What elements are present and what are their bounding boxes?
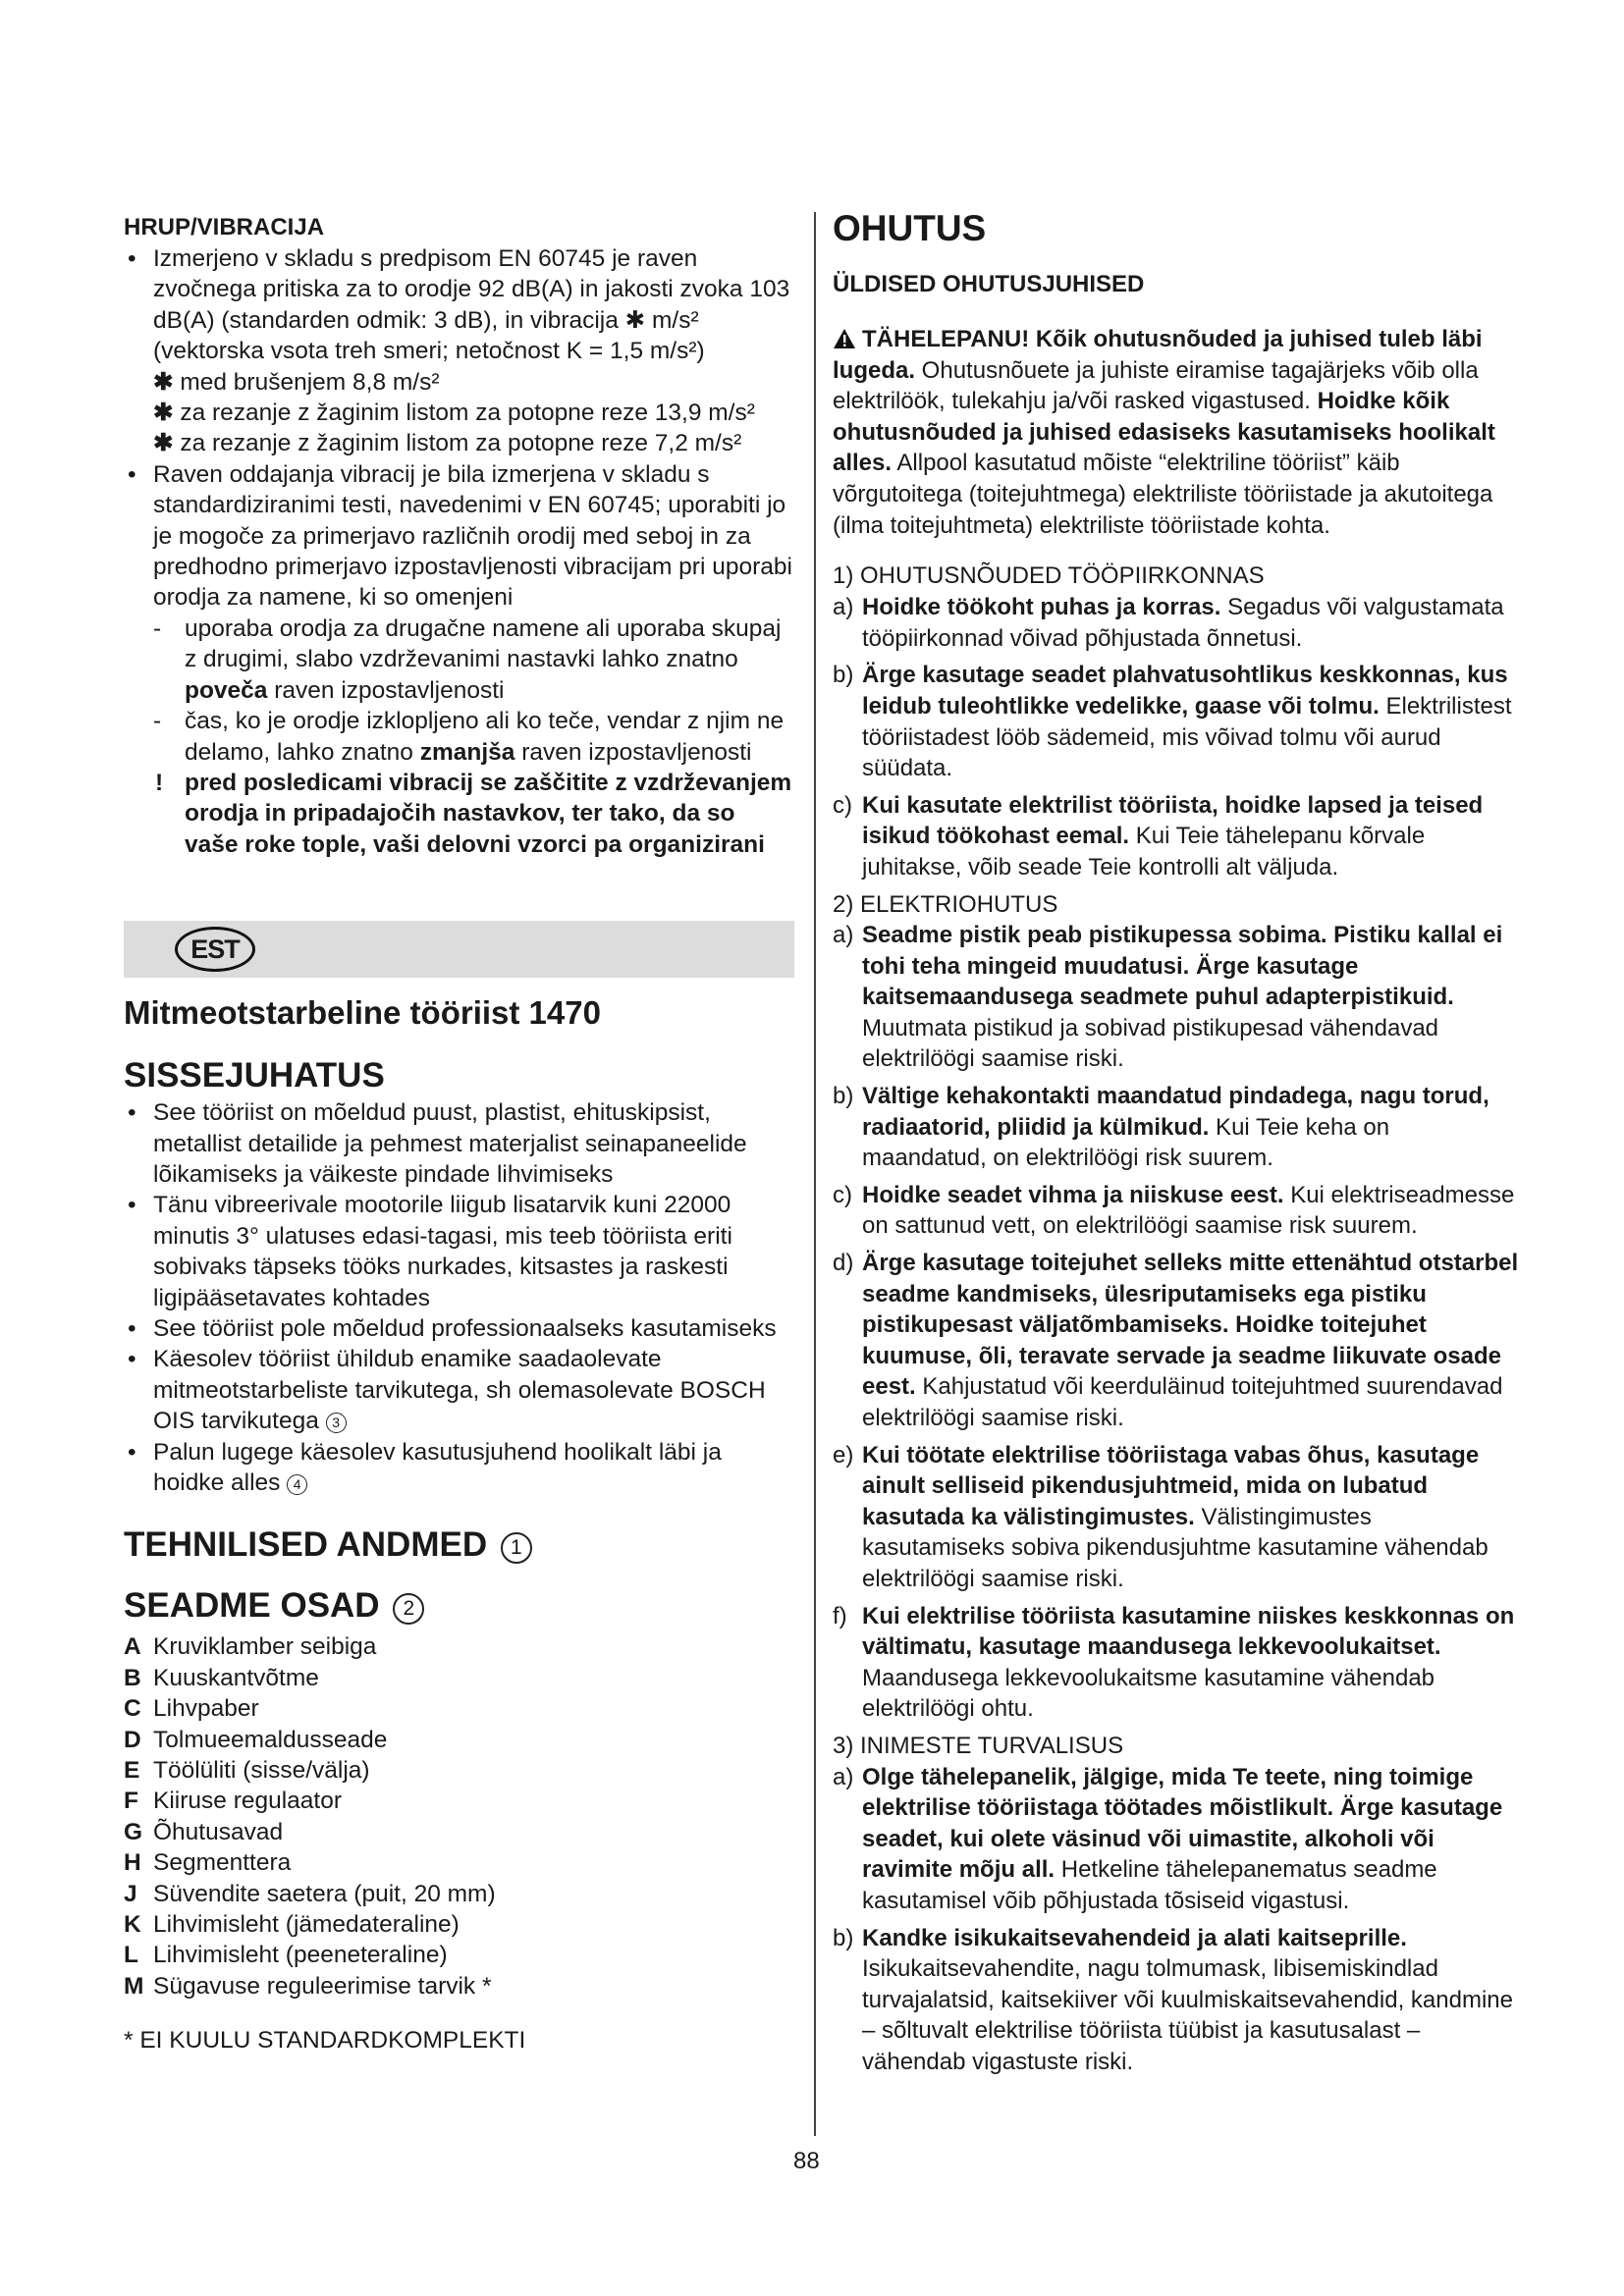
safety-item-marker: a) — [833, 594, 854, 621]
intro-bullet-1: • See tööriist on mõeldud puust, plastist, ehituskipsist, metallist detailide ja pehmest materjalist seinapaneelide lõikamiseks ja väikeste pindade lihvimiseks — [124, 1097, 794, 1190]
parts-item-key: H — [124, 1849, 141, 1877]
parts-item — [124, 1971, 794, 2002]
safety-item — [833, 592, 1520, 654]
safety-item-text: Elektrilistest tööriistadest lööb sädemeid, mis võivad tolmu või aurud süüdata. — [862, 692, 1512, 782]
language-badge: EST — [175, 927, 255, 972]
safety-item-bold: Kandke isikukaitsevahendeid ja alati kaitseprille. — [862, 1924, 1407, 1951]
parts-list — [124, 1631, 794, 2002]
safety-item-text: Kui Teie tähelepanu kõrvale juhitakse, võib seade Teie kontrolli alt väljuda. — [862, 823, 1426, 881]
safety-item-bold: Ärge kasutage seadet plahvatusohtlikus keskkonnas, kus leidub tuleohtlikke vedelikke, gaase või tolmu. — [862, 662, 1508, 720]
parts-item-key: G — [124, 1818, 143, 1845]
parts-item-label: Segmenttera — [153, 1849, 292, 1877]
section-3-list — [833, 1762, 1520, 2078]
safety-item-text: Kahjustatud või keerduläinud toitejuhtmed suurendavad elektrilöögi saamise riski. — [862, 1373, 1503, 1431]
column-divider — [814, 212, 816, 2136]
parts-item-key: E — [124, 1757, 140, 1785]
parts-item-key: C — [124, 1695, 141, 1723]
general-warning: TÄHELEPANU! Kõik ohutusnõuded ja juhised tuleb läbi lugeda. Ohutusnõuete ja juhiste eiramise tagajärjeks võib olla elektrilöök, tulekahju ja/või rasked vigastused. Hoidke kõik ohutusnõuded ja juhised edasiseks kasutamiseks hoolikalt alles. Allpool kasutatud mõiste “elektriline tööriist” käib võrgutoitega (toitejuhtmega) elektriliste tööriistade ja akutoitega (ilma toitejuhtmeta) elektriliste tööriistade kohta. — [833, 326, 1495, 539]
parts-item-label: Kuuskantvõtme — [153, 1664, 319, 1691]
page-number: 88 — [793, 2148, 820, 2174]
section-3-heading: 3) INIMESTE TURVALISUS — [833, 1732, 1124, 1759]
figure-ref-4: 4 — [287, 1474, 307, 1495]
parts-item — [124, 1786, 794, 1816]
parts-item-label: Kruviklamber seibiga — [153, 1633, 377, 1661]
intro-heading: SISSEJUHATUS — [124, 1056, 385, 1095]
safety-item-bold: Hoidke seadet vihma ja niiskuse eest. — [862, 1181, 1284, 1208]
section-1-heading: 1) OHUTUSNÕUDED TÖÖPIIRKONNAS — [833, 562, 1265, 590]
safety-item — [833, 1081, 1520, 1174]
safety-item-marker: c) — [833, 1181, 852, 1208]
safety-item-marker: e) — [833, 1441, 854, 1468]
parts-item-label: Sügavuse reguleerimise tarvik * — [153, 1972, 492, 2000]
intro-bullet-2: • Tänu vibreerivale mootorile liigub lisatarvik kuni 22000 minutis 3° ulatuses edasi-tagasi, mis teeb tööriista eriti sobivaks täpseks tööks nurkades, kitsastes ja raskesti ligipääsetavates kohtades — [124, 1190, 794, 1313]
figure-ref-1: 1 — [501, 1532, 532, 1564]
parts-item-label: Tolmueemaldusseade — [153, 1726, 388, 1753]
vibration-value-2: ✱ za rezanje z žaginim listom za potopne reze 13,9 m/s² — [153, 400, 755, 427]
intro-bullet-5: • Palun lugege käesolev kasutusjuhend hoolikalt läbi ja hoidke alles 4 — [124, 1437, 794, 1499]
safety-item-text: Kui elektriseadmesse on sattunud vett, on elektrilöögi saamise risk suurem. — [862, 1181, 1515, 1240]
parts-item — [124, 1755, 794, 1786]
parts-item — [124, 1879, 794, 1909]
figure-ref-2: 2 — [393, 1593, 424, 1625]
safety-item-text: Muutmata pistikud ja sobivad pistikupesad vähendavad elektrilöögi saamise riski. — [862, 1014, 1439, 1073]
language-band — [124, 921, 794, 978]
safety-item-marker: a) — [833, 922, 854, 949]
parts-item-key: A — [124, 1633, 141, 1661]
parts-heading: SEADME OSAD 2 — [124, 1584, 794, 1628]
parts-item-key: J — [124, 1880, 137, 1907]
safety-item — [833, 660, 1520, 783]
parts-item-label: Töölüliti (sisse/välja) — [153, 1757, 370, 1785]
parts-item-label: Süvendite saetera (puit, 20 mm) — [153, 1880, 496, 1907]
vibration-warning: ! pred posledicami vibracij se zaščitite z vzdrževanjem orodja in pripadajočih nastavkov, ter tako, da so vaše roke tople, vaši delovni vzorci pa organizirani — [155, 769, 792, 858]
safety-item-bold: Vältige kehakontakti maandatud pindadega, nagu torud, radiaatorid, pliidid ja külmikud. — [862, 1083, 1489, 1141]
safety-item-bold: Kui elektrilise tööriista kasutamine niiskes keskkonnas on vältimatu, kasutage maandusega lekkevoolukaitset. — [862, 1602, 1515, 1661]
safety-item-marker: b) — [833, 1083, 854, 1110]
safety-item-bold: Hoidke töökoht puhas ja korras. — [862, 594, 1221, 621]
parts-item — [124, 1693, 794, 1724]
general-safety-heading: ÜLDISED OHUTUSJUHISED — [833, 271, 1145, 297]
safety-item-marker: a) — [833, 1763, 854, 1790]
parts-item — [124, 1940, 794, 1970]
noise-bullet-1: • Izmerjeno v skladu s predpisom EN 60745 je raven zvočnega pritiska za to orodje 92 dB(A) in jakosti zvoka 103 dB(A) (standarden odmik: 3 dB), in vibracija ✱ m/s² (vektorska vsota treh smeri; netočnost K = 1,5 m/s²) ✱ med brušenjem 8,8 m/s² ✱ za rezanje z žaginim listom za potopne reze 13,9 m/s² ✱ za rezanje z žaginim listom za potopne reze 7,2 m/s² — [124, 243, 794, 459]
safety-item-marker: c) — [833, 791, 852, 819]
section-2-heading: 2) ELEKTRIOHUTUS — [833, 890, 1058, 918]
parts-item-key: L — [124, 1942, 138, 1969]
vibration-value-1: ✱ med brušenjem 8,8 m/s² — [153, 368, 440, 396]
safety-title: OHUTUS — [833, 208, 987, 248]
tool-title: Mitmeotstarbeline tööriist 1470 — [124, 994, 601, 1032]
safety-item — [833, 920, 1520, 1075]
parts-item-key: K — [124, 1911, 141, 1939]
safety-item-bold: Kui töötate elektrilise tööriistaga vabas õhus, kasutage ainult selliseid pikendusjuhtmeid, mida on lubatud kasutada ka välistingimustes. — [862, 1441, 1480, 1530]
safety-item-marker: b) — [833, 662, 854, 689]
figure-ref-3: 3 — [326, 1413, 347, 1433]
parts-item-key: M — [124, 1972, 144, 2000]
safety-item-bold: Olge tähelepanelik, jälgige, mida Te teete, ning toimige elektrilise tööriistaga töötades mõistlikult. Ärge kasutage seadet, kui olete väsinud või uimastite, alkoholi või ravimite mõju all. — [862, 1763, 1503, 1884]
safety-item-bold: Seadme pistik peab pistikupessa sobima. Pistiku kallal ei tohi teha mingeid muudatusi. Ärge kasutage kaitsemaandusega seadmete puhul adapterpistikuid. — [862, 922, 1503, 1011]
parts-item — [124, 1817, 794, 1847]
safety-item — [833, 1762, 1520, 1917]
safety-item-bold: Kui kasutate elektrilist tööriista, hoidke lapsed ja teised isikud töökohast eemal. — [862, 791, 1484, 850]
intro-bullet-3: • See tööriist pole mõeldud professionaalseks kasutamiseks — [124, 1313, 794, 1344]
parts-item-key: D — [124, 1726, 141, 1753]
safety-item-text: Maandusega lekkevoolukaitsme kasutamine vähendab elektrilöögi ohtu. — [862, 1664, 1435, 1723]
warning-triangle-icon — [833, 328, 856, 349]
safety-item-marker: f) — [833, 1602, 847, 1629]
intro-bullet-4: • Käesolev tööriist ühildub enamike saadaolevate mitmeotstarbeliste tarvikutega, sh olemasolevate BOSCH OIS tarvikutega 3 — [124, 1344, 794, 1436]
parts-item — [124, 1847, 794, 1878]
left-column — [124, 212, 794, 2056]
vibration-value-3: ✱ za rezanje z žaginim listom za potopne reze 7,2 m/s² — [153, 430, 742, 457]
parts-item — [124, 1631, 794, 1662]
safety-item — [833, 1180, 1520, 1242]
parts-item-label: Lihvpaber — [153, 1695, 259, 1723]
noise-heading: HRUP/VIBRACIJA — [124, 214, 325, 240]
safety-item-marker: b) — [833, 1924, 854, 1951]
safety-item-text: Hetkeline tähelepanematus seadme kasutamisel võib põhjustada tõsiseid vigastusi. — [862, 1856, 1437, 1914]
safety-item-marker: d) — [833, 1250, 854, 1277]
safety-item — [833, 790, 1520, 883]
safety-item — [833, 1248, 1520, 1434]
tech-heading: TEHNILISED ANDMED 1 — [124, 1523, 794, 1567]
safety-item — [833, 1440, 1520, 1595]
safety-item-text: Välistingimustes kasutamiseks sobiva pikendusjuhtme kasutamine vähendab elektrilöögi saamise riski. — [862, 1503, 1489, 1592]
parts-item-key: F — [124, 1788, 138, 1815]
noise-bullet-2: • Raven oddajanja vibracij je bila izmerjena v skladu s standardiziranimi testi, navedenimi v EN 60745; uporabiti jo je mogoče za primerjavo različnih orodij med seboj in za predhodno primerjavo izpostavljenosti vibracijam pri uporabi orodja za namene, ki so omenjeni — [124, 459, 794, 614]
right-column — [833, 206, 1520, 2083]
parts-item-label: Õhutusavad — [153, 1818, 284, 1845]
parts-item-label: Lihvimisleht (jämedateraline) — [153, 1911, 460, 1939]
parts-item-label: Lihvimisleht (peeneteraline) — [153, 1942, 448, 1969]
safety-item-text: Isikukaitsevahendite, nagu tolmumask, libisemiskindlad turvajalatsid, kaitsekiiver või kuulmiskaitsevahendid, kandmine – sõltuvalt elektrilise tööriista tüübist ja kasutusalast – vähendab vigastuste riski. — [862, 1955, 1513, 2075]
safety-item — [833, 1601, 1520, 1725]
parts-item-key: B — [124, 1664, 141, 1691]
footnote: * EI KUULU STANDARDKOMPLEKTI — [124, 2027, 526, 2055]
section-2-list — [833, 920, 1520, 1725]
parts-item-label: Kiiruse regulaator — [153, 1788, 343, 1815]
safety-item-text: Kui Teie keha on maandatud, on elektrilöögi risk suurem. — [862, 1113, 1390, 1172]
safety-item — [833, 1923, 1520, 2078]
parts-item — [124, 1909, 794, 1940]
parts-item — [124, 1663, 794, 1693]
noise-dash-2: - čas, ko je orodje izklopljeno ali ko teče, vendar z njim ne delamo, lahko znatno zmanjša raven izpostavljenosti — [153, 708, 785, 766]
noise-dash-1: - uporaba orodja za drugačne namene ali uporaba skupaj z drugimi, slabo vzdrževanimi nastavki lahko znatno poveča raven izpostavljenosti — [153, 614, 782, 704]
safety-item-bold: Ärge kasutage toitejuhet selleks mitte ettenähtud otstarbel seadme kandmiseks, ülesriputamiseks ega pistiku pistikupesast väljatõmbamiseks. Hoidke toitejuhet kuumuse, õli, teravate servade ja seadme liikuvate osade eest. — [862, 1250, 1519, 1401]
parts-item — [124, 1725, 794, 1755]
section-1-list — [833, 592, 1520, 882]
safety-item-text: Segadus või valgustamata tööpiirkonnad võivad põhjustada õnnetusi. — [862, 594, 1504, 652]
